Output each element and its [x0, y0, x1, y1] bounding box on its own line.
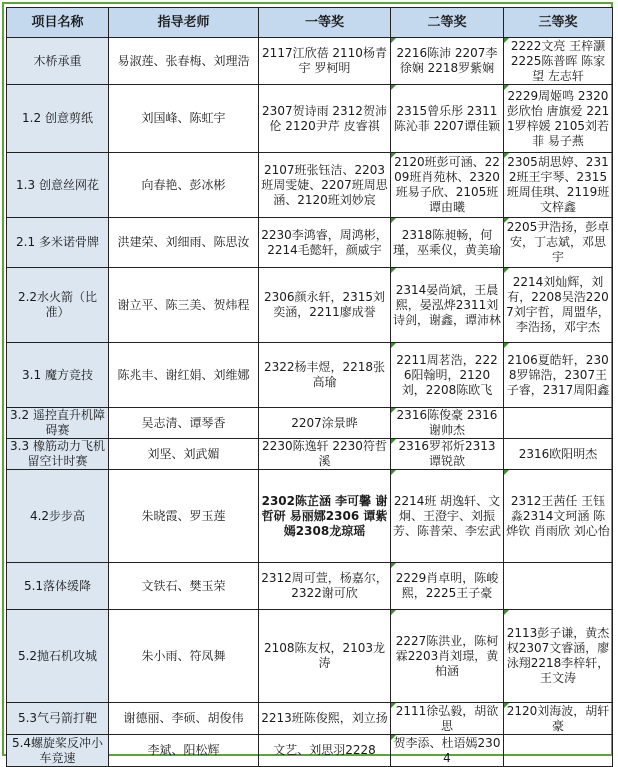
cell-first[interactable]: 2213班陈俊熙，刘立扬 — [259, 703, 391, 735]
cell-second[interactable]: 2316陈俊豪 2316谢帅杰 — [391, 408, 504, 439]
cell-third[interactable] — [504, 735, 613, 767]
cell-project[interactable]: 5.4螺旋桨反冲小车竞速 — [7, 735, 109, 767]
cell-second[interactable]: 2111徐弘毅，胡欲思 — [391, 703, 504, 735]
table-row — [7, 563, 613, 610]
cell-third[interactable]: 2113彭子谦，黄杰权2307文睿涵，廖泳翔2218李梓轩，王文涛 — [504, 610, 613, 703]
cell-third[interactable]: 2312王茜任 王钰淼2314文珂涵 陈烨钦 肖雨欣 刘心怡 — [504, 470, 613, 563]
cell-third[interactable]: 2205尹浩扬，彭卓安，丁志斌，邓思宇 — [504, 218, 613, 268]
cell-second[interactable]: 2227陈洪业，陈柯霖2203肖刘璟，黄柏涵 — [391, 610, 504, 703]
cell-teacher[interactable]: 向春艳、彭冰彬 — [109, 153, 259, 218]
cell-project[interactable]: 4.2步步高 — [7, 470, 109, 563]
cell-third[interactable]: 2106夏皓轩，2308罗锦浩，2307王子睿，2317周阳鑫 — [504, 343, 613, 408]
cell-teacher[interactable]: 朱小雨、符凤舞 — [109, 610, 259, 703]
cell-second[interactable]: 2120班彭可涵、2209班肖苑林、2320班易子欣、2105班谭由曦 — [391, 153, 504, 218]
header-row — [7, 8, 613, 38]
cell-first[interactable]: 2230李鸿睿，周鸿彬，2214毛懿轩，颜威宇 — [259, 218, 391, 268]
cell-project[interactable]: 3.3 橡筋动力飞机留空计时赛 — [7, 439, 109, 470]
col-header-project[interactable]: 项目名称 — [7, 8, 109, 38]
cell-teacher[interactable]: 谢立平、陈三美、贺炜程 — [109, 268, 259, 343]
table-row — [7, 268, 613, 343]
cell-first[interactable]: 2302陈芷涵 李可馨 谢哲研 易丽娜2306 谭紫嫣2308龙琼瑶 — [259, 470, 391, 563]
cell-teacher[interactable]: 李斌、阳松辉 — [109, 735, 259, 767]
table-row — [7, 470, 613, 563]
cell-teacher[interactable]: 文铁石、樊玉荣 — [109, 563, 259, 610]
cell-first[interactable]: 2230陈逸轩 2230符哲溪 — [259, 439, 391, 470]
table-row — [7, 38, 613, 85]
awards-table — [6, 7, 613, 767]
cell-third[interactable]: 2214刘灿辉，刘有，2208吴浩2207刘宇哲，周盟华，李浩扬，邓宇杰 — [504, 268, 613, 343]
cell-third[interactable]: 2120刘海波，胡轩豪 — [504, 703, 613, 735]
cell-first[interactable]: 2307贺诗雨 2312贺沛伦 2120尹芹 皮睿祺 — [259, 85, 391, 153]
cell-second[interactable]: 2216陈沛 2207李徐娴 2218罗紫娴 — [391, 38, 504, 85]
cell-teacher[interactable]: 易淑莲、张春梅、刘理浩 — [109, 38, 259, 85]
cell-third[interactable] — [504, 408, 613, 439]
cell-project[interactable]: 1.3 创意丝网花 — [7, 153, 109, 218]
cell-third[interactable]: 2229周姬鸣 2320彭欣怡 唐旗爱 2211罗梓媛 2105刘若菲 易子燕 — [504, 85, 613, 153]
cell-third[interactable]: 2316欧阳明杰 — [504, 439, 613, 470]
table-row — [7, 343, 613, 408]
cell-second[interactable]: 2315曾乐彤 2311陈沁菲 2207谭佳颖 — [391, 85, 504, 153]
cell-first[interactable]: 2312周可萱，杨嘉尔，2322谢可欣 — [259, 563, 391, 610]
cell-first[interactable]: 2108陈友权，2103龙涛 — [259, 610, 391, 703]
cell-teacher[interactable]: 洪建荣、刘细雨、陈思汝 — [109, 218, 259, 268]
col-header-first[interactable]: 一等奖 — [259, 8, 391, 38]
cell-second[interactable]: 2229肖卓明，陈峻熙，2225王子豪 — [391, 563, 504, 610]
cell-project[interactable]: 木桥承重 — [7, 38, 109, 85]
cell-project[interactable]: 2.1 多米诺骨牌 — [7, 218, 109, 268]
cell-second[interactable]: 2316罗祁炘2313谭锐歆 — [391, 439, 504, 470]
cell-project[interactable]: 3.2 遥控直升机障碍赛 — [7, 408, 109, 439]
cell-project[interactable]: 5.3气弓箭打靶 — [7, 703, 109, 735]
cell-first[interactable]: 2322杨丰煜，2218张高瑜 — [259, 343, 391, 408]
table-row — [7, 408, 613, 439]
cell-first[interactable]: 2117江欣蓓 2110杨青宇 罗柯明 — [259, 38, 391, 85]
cell-second[interactable]: 2314晏尚斌，王晨熙，晏泓烨2311刘诗剑，谢鑫，谭沛林 — [391, 268, 504, 343]
cell-teacher[interactable]: 刘坚、刘武媚 — [109, 439, 259, 470]
cell-second[interactable]: 2211周茗浩，2226阳翰明，2120刘，2208陈欧飞 — [391, 343, 504, 408]
cell-project[interactable]: 2.2水火箭（比准） — [7, 268, 109, 343]
cell-first[interactable]: 文艺、刘思羽2228 — [259, 735, 391, 767]
cell-third[interactable]: 2305胡思婷、2312班王宇琴、2315班周佳琪、2119班文梓鑫 — [504, 153, 613, 218]
cell-teacher[interactable]: 刘国峰、陈虹宇 — [109, 85, 259, 153]
cell-second[interactable]: 2318陈昶畅，何瑾，巫乘仪，黄美瑜 — [391, 218, 504, 268]
table-row — [7, 85, 613, 153]
cell-first[interactable]: 2306颜永轩，2315刘奕涵，2211廖成誉 — [259, 268, 391, 343]
table-row — [7, 153, 613, 218]
col-header-third[interactable]: 三等奖 — [504, 8, 613, 38]
cell-project[interactable]: 5.2抛石机攻城 — [7, 610, 109, 703]
cell-project[interactable]: 3.1 魔方竞技 — [7, 343, 109, 408]
cell-teacher[interactable]: 陈兆丰、谢红娟、刘维娜 — [109, 343, 259, 408]
col-header-teacher[interactable]: 指导老师 — [109, 8, 259, 38]
cell-teacher[interactable]: 吴志清、谭琴香 — [109, 408, 259, 439]
cell-second[interactable]: 贺李添、杜语嫣2304 — [391, 735, 504, 767]
table-row — [7, 735, 613, 767]
col-header-second[interactable]: 二等奖 — [391, 8, 504, 38]
table-row — [7, 610, 613, 703]
table-row — [7, 439, 613, 470]
cell-project[interactable]: 1.2 创意剪纸 — [7, 85, 109, 153]
cell-project[interactable]: 5.1落体缓降 — [7, 563, 109, 610]
cell-teacher[interactable]: 朱晓霞、罗玉莲 — [109, 470, 259, 563]
cell-third[interactable]: 2222文亮 王梓灏 2225陈普晖 陈家望 左志轩 — [504, 38, 613, 85]
cell-second[interactable]: 2214班 胡逸轩、文炯、王澄宇、刘振芳、陈普荣、李宏武 — [391, 470, 504, 563]
cell-third[interactable] — [504, 563, 613, 610]
cell-first[interactable]: 2107班张钰洁、2203班周雯婕、2207班周思涵、2120班刘妙宸 — [259, 153, 391, 218]
cell-teacher[interactable]: 谢德丽、李硕、胡俊伟 — [109, 703, 259, 735]
table-row — [7, 218, 613, 268]
table-row — [7, 703, 613, 735]
cell-first[interactable]: 2207涂景晔 — [259, 408, 391, 439]
